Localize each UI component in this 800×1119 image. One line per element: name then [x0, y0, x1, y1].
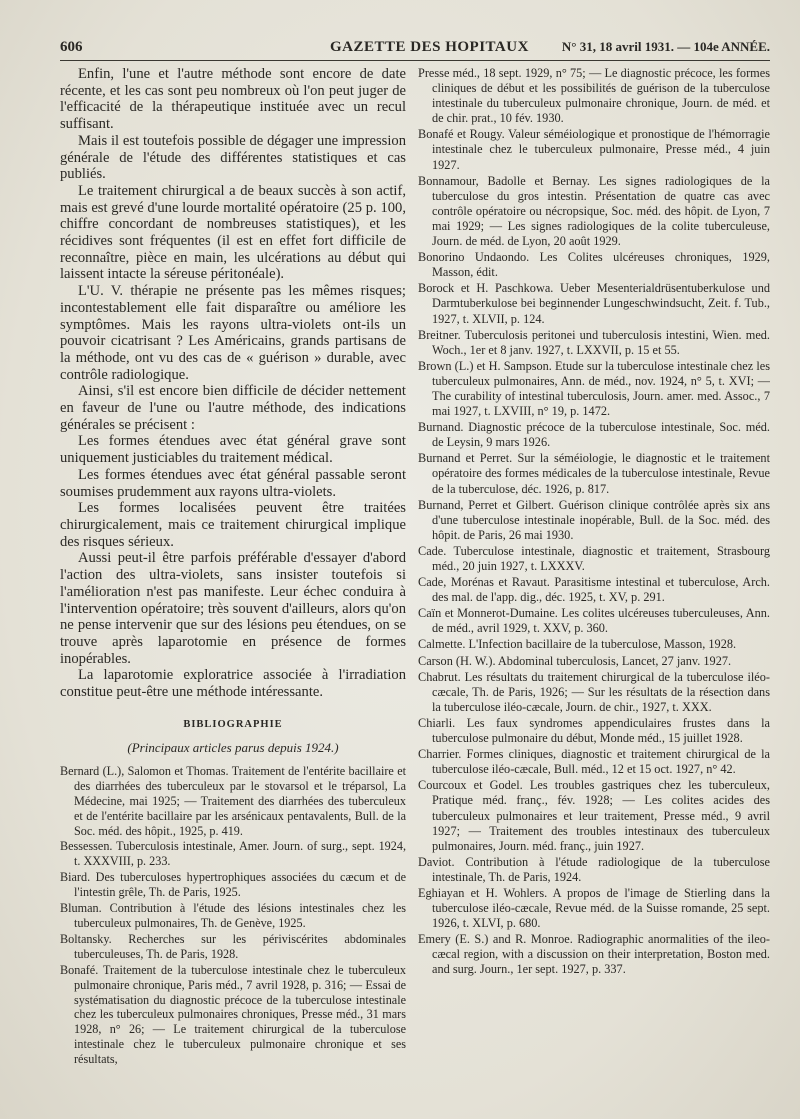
reference-entry: Bonnamour, Badolle et Bernay. Les signes radiologiques de la tuberculose du gros intestin. Présentation de quatre cas avec contrôle opératoire ou nécropsique, Soc. méd. des hôpit. de Lyon, 7 mai 1929; — Les signes radiologiques de la colite tuberculeuse, Journ. de méd. de Lyon, 20 août 1929. [418, 173, 770, 249]
reference-entry: Breitner. Tuberculosis peritonei und tuberculosis intestini, Wien. med. Woch., 1er et 8 janv. 1927, t. LXXVII, p. 15 et 55. [418, 327, 770, 357]
bibliography-subtitle: (Principaux articles parus depuis 1924.) [127, 740, 339, 756]
reference-entry: Burnand. Diagnostic précoce de la tuberculose intestinale, Soc. méd. de Leysin, 9 mars 1926. [418, 420, 770, 450]
reference-entry: Biard. Des tuberculoses hypertrophiques associées du cæcum et de l'intestin grêle, Th. de Paris, 1925. [60, 870, 406, 900]
reference-entry: Carson (H. W.). Abdominal tuberculosis, Lancet, 27 janv. 1927. [418, 653, 732, 668]
body-paragraph: La laparotomie exploratrice associée à l'irradiation constitue peut-être une méthode intéressante. [60, 667, 406, 701]
body-paragraph: L'U. V. thérapie ne présente pas les mêmes risques; incontestablement elle fait disparaître ou améliore les symptômes. Mais les rayons ultra-violets ont-ils un pouvoir cicatrisant ? Les Américains, grands partisans de la méthode, ont vu des cas de « guérison » durable, avec contrôle radiologique. [60, 283, 406, 383]
reference-entry: Bernard (L.), Salomon et Thomas. Traitement de l'entérite bacillaire et des diarrhées des tuberculeux par le stovarsol et le tréparsol, La Médecine, mai 1925; — Traitement des diarrhées des tuberculeux et de l'entérite bacillaire par les arsénicaux pentavalents, Bull. de la Soc. méd. des hôpit., 1925, p. 419. [60, 763, 406, 838]
reference-entry: Bonafé et Rougy. Valeur séméiologique et pronostique de l'hémorragie intestinale chez le tuberculeux pulmonaire, Presse méd., 4 juin 1927. [418, 127, 770, 172]
page-header [60, 36, 770, 61]
right-column [418, 66, 770, 1116]
body-paragraph: Les formes étendues avec état général grave sont uniquement justiciables du traitement médical. [60, 433, 406, 467]
reference-entry: Bluman. Contribution à l'étude des lésions intestinales chez les tuberculeux pulmonaires, Th. de Genève, 1925. [60, 901, 406, 930]
body-paragraph: Mais il est toutefois possible de dégager une impression générale de l'étude des différentes statistiques et cas publiés. [60, 132, 406, 183]
reference-entry: Boltansky. Recherches sur les périviscérites abdominales tuberculeuses, Th. de Paris, 1928. [60, 931, 406, 961]
reference-entry: Charrier. Formes cliniques, diagnostic et traitement chirurgical de la tuberculose iléo-cæcale, Bull. méd., 12 et 15 oct. 1927, n° 42. [418, 747, 770, 777]
reference-entry: Chabrut. Les résultats du traitement chirurgical de la tuberculose iléo-cæcale, Th. de Paris, 1926; — Sur les résultats de la résection dans la tuberculose iléo-cæcale, Journ. de chir., 1927, t. XXX. [418, 669, 770, 714]
left-column [60, 66, 406, 1116]
page-number: 606 [60, 39, 83, 55]
reference-entry: Burnand, Perret et Gilbert. Guérison clinique contrôlée après six ans d'une tuberculose intestinale inopérable, Bull. de la Soc. méd. des hôpit. de Paris, 26 mai 1930. [418, 497, 770, 542]
journal-title: GAZETTE DES HOPITAUX [330, 39, 529, 55]
reference-entry: Burnand et Perret. Sur la séméiologie, le diagnostic et le traitement opératoire des formes médicales de la tuberculose intestinale, Revue de la tuberculose, déc. 1926, p. 817. [418, 451, 770, 496]
reference-entry: Cade, Morénas et Ravaut. Parasitisme intestinal et tuberculose, Arch. des mal. de l'app. dig., déc. 1925, t. XV, p. 291. [418, 575, 770, 605]
bibliography-heading: BIBLIOGRAPHIE [183, 718, 283, 730]
reference-entry: Cade. Tuberculose intestinale, diagnostic et traitement, Strasbourg méd., 20 juin 1927, t. LXXXV. [418, 543, 770, 573]
reference-entry: Chiarli. Les faux syndromes appendiculaires frustes dans la tuberculose pulmonaire du début, Monde méd., 15 juillet 1928. [418, 715, 770, 746]
body-paragraph: Ainsi, s'il est encore bien difficile de décider nettement en faveur de l'une ou l'autre méthode, des indications générales se précisent : [60, 383, 406, 433]
reference-entry: Brown (L.) et H. Sampson. Etude sur la tuberculose intestinale chez les tuberculeux pulmonaires, Ann. de méd., nov. 1924, n° 5, t. XVI; — The curability of intestinal tuberculosis, Journ. amer. med. Assoc., 7 mai 1927, t. LXVIII, n° 19, p. 1472. [418, 358, 770, 419]
reference-entry: Presse méd., 18 sept. 1929, n° 75; — Le diagnostic précoce, les formes cliniques de début et les possibilités de guérison de la tuberculose intestinale du tuberculeux pulmonaire chronique, Journ. de méd. et de chir. prat., 10 fév. 1930. [418, 66, 770, 126]
reference-entry: Borock et H. Paschkowa. Ueber Mesenterialdrüsentuberkulose und Darmtuberkulose bei beginnender Lungeschwindsucht, Zeit. f. Tub., 1927, t. XLVII, p. 124. [418, 281, 770, 326]
reference-entry: Eghiayan et H. Wohlers. A propos de l'image de Stierling dans la tuberculose iléo-cæcale, Revue méd. de la Suisse romande, 25 sept. 1926, t. XLVI, p. 680. [418, 885, 770, 931]
reference-entry: Bonorino Undaondo. Les Colites ulcéreuses chroniques, 1929, Masson, édit. [418, 250, 770, 280]
body-paragraph: Les formes étendues avec état général passable seront soumises prudemment aux rayons ultra-violets. [60, 466, 406, 500]
body-paragraph: Les formes localisées peuvent être traitées chirurgicalement, mais ce traitement chirurgical implique des risques sérieux. [60, 500, 406, 550]
reference-entry: Courcoux et Godel. Les troubles gastriques chez les tuberculeux, Pratique méd. franç., fév. 1928; — Les colites acides des tuberculeux pulmonaires et leur traitement, Presse méd., 9 avril 1927; — Traitement des troubles intestinaux des tuberculeux pulmonaires, Journ. méd. franç., juin 1927. [418, 778, 770, 853]
issue-info: N° 31, 18 avril 1931. — 104e ANNÉE. [561, 39, 770, 54]
reference-entry: Daviot. Contribution à l'étude radiologique de la tuberculose intestinale, Th. de Paris, 1924. [418, 854, 770, 884]
reference-entry: Caïn et Monnerot-Dumaine. Les colites ulcéreuses tuberculeuses, Ann. de méd., avril 1929, t. XXV, p. 360. [418, 606, 770, 636]
reference-entry: Bessessen. Tuberculosis intestinale, Amer. Journ. of surg., sept. 1924, t. XXXVIII, p. 233. [60, 839, 406, 869]
body-paragraph: Enfin, l'une et l'autre méthode sont encore de date récente, et les cas sont peu nombreux où l'on peut juger de l'efficacité de la thérapeutique instituée avec un recul suffisant. [60, 66, 406, 133]
reference-entry: Emery (E. S.) and R. Monroe. Radiographic anormalities of the ileo-cæcal region, with a discussion on their interpretation, Boston med. and surg. Journ., 1er sept. 1927, p. 337. [418, 932, 770, 977]
body-paragraph: Aussi peut-il être parfois préférable d'essayer d'abord l'action des ultra-violets, sans insister toutefois si l'amélioration n'est pas manifeste. Leur échec conduira à l'intervention opératoire; très souvent d'ailleurs, alors qu'on ne pense intervenir que sur des lésions peu étendues, on se trouve après laparotomie en présence de formes inopérables. [60, 550, 406, 667]
body-paragraph: Le traitement chirurgical a de beaux succès à son actif, mais est grevé d'une lourde mortalité opératoire (25 p. 100, chiffre concordant de nombreuses statistiques), et les récidives sont fréquentes (il est en effet fort difficile de reconnaître, pièce en main, les ulcérations au début qui laissent intacte la séreuse péritonéale). [60, 182, 406, 283]
reference-entry: Calmette. L'Infection bacillaire de la tuberculose, Masson, 1928. [418, 637, 737, 652]
reference-entry: Bonafé. Traitement de la tuberculose intestinale chez le tuberculeux pulmonaire chronique, Paris méd., 7 avril 1928, p. 316; — Essai de systématisation du diagnostic précoce de la tuberculose intestinale chez les tuberculeux pulmonaires chroniques, Presse méd., 31 mars 1928, n° 26; — Le traitement chirurgical de la tuberculose intestinale chez le tuberculeux pulmonaire chronique et ses résultats, [60, 962, 406, 1067]
